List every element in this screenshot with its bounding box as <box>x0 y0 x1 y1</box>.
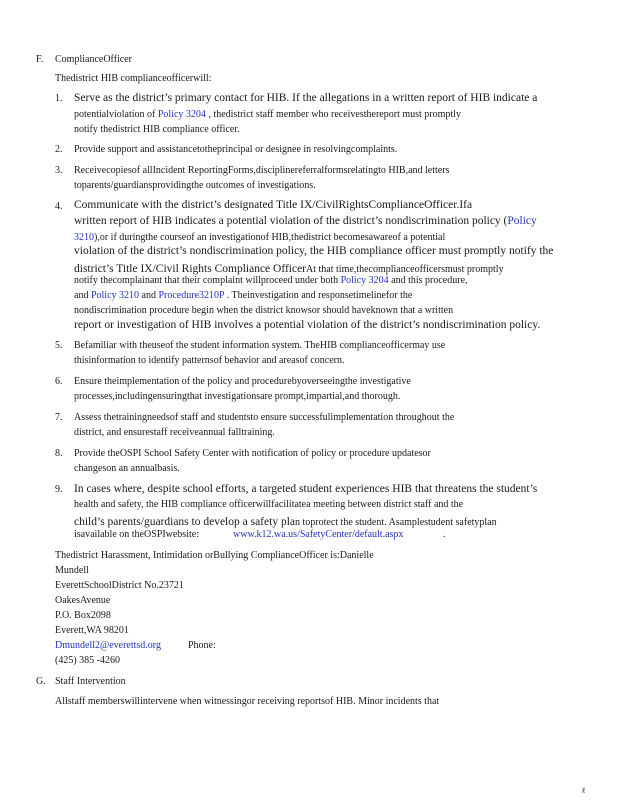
item-9-period: . <box>443 529 446 540</box>
item-number: 3. <box>55 165 63 176</box>
item-8-line-2: changeson an annualbasis. <box>74 463 180 474</box>
item-9-text-b: n toprotect the student. Asamplestudent safetyplan <box>295 517 497 528</box>
policy-3204-link[interactable]: Policy 3204 <box>340 275 389 286</box>
contact-po-box: P.O. Box2098 <box>55 610 111 621</box>
item-4-line-9: report or investigation of HIB involves a potential violation of the district’s nondiscrimination policy. <box>74 319 541 331</box>
contact-email-link[interactable]: Dmundell2@everettsd.org <box>55 640 161 651</box>
item-1-text-b: , thedistrict staff member who receivesthereport must promptly <box>208 109 461 120</box>
item-5-line-2: thisinformation to identify patternsof behavior and areasof concern. <box>74 355 345 366</box>
section-letter-g: G. <box>36 676 46 687</box>
section-g-line-1: Allstaff memberswillintervene when witnessingor receiving reportsof HIB. Minor incidents that <box>55 696 440 707</box>
contact-phone-label: Phone: <box>188 640 216 651</box>
policy-3210-link[interactable]: 3210 <box>74 232 94 243</box>
item-6-line-2: processes,includingensuringthat investigationsare prompt,impartial,and thorough. <box>74 391 401 402</box>
contact-intro: Thedistrict Harassment, Intimidation orBullying ComplianceOfficer is:Danielle <box>55 550 374 561</box>
item-4-text-i: . Theinvestigation and responsetimelinefor the <box>226 290 413 301</box>
contact-district: EverettSchoolDistrict No.23721 <box>55 580 184 591</box>
item-4-text-d: At that time,thecomplianceofficersmust promptly <box>306 264 504 275</box>
item-1-text-a: potentialviolation of <box>74 109 156 120</box>
item-1-line-2 <box>74 110 461 120</box>
item-4-line-2 <box>74 216 537 228</box>
contact-phone: (425) 385 -4260 <box>55 655 120 666</box>
contact-city: Everett,WA 98201 <box>55 625 129 636</box>
item-7-line-2: district, and ensurestaff receiveannual falltraining. <box>74 427 275 438</box>
section-heading-g: Staff Intervention <box>55 676 126 687</box>
item-9-text-a: child’s parents/guardians to develop a safety pla <box>74 516 295 528</box>
item-number: 4. <box>55 201 63 212</box>
item-4-line-4: violation of the district’s nondiscrimination policy, the HIB compliance officer must promptly notify the <box>74 245 554 257</box>
item-4-line-1: Communicate with the district’s designated Title IX/CivilRightsComplianceOfficer.Ifa <box>74 199 473 211</box>
item-4-text-g: and <box>74 290 89 301</box>
item-number: 1. <box>55 93 63 104</box>
item-9-line-2: health and safety, the HIB compliance officerwillfacilitatea meeting between district staff and the <box>74 499 464 510</box>
section-intro: Thedistrict HIB complianceofficerwill: <box>55 73 212 84</box>
item-8-line-1: Provide theOSPI School Safety Center with notification of policy or procedure updatesor <box>74 448 431 459</box>
item-number: 7. <box>55 412 63 423</box>
policy-3210-link[interactable]: Policy 3210 <box>90 290 140 301</box>
item-9-line-1: In cases where, despite school efforts, a targeted student experiences HIB that threatens the student’s <box>74 483 538 495</box>
item-9-link-line <box>233 530 403 540</box>
item-2-line-1: Provide support and assistancetotheprincipal or designee in resolvingcomplaints. <box>74 144 398 155</box>
item-1-line-3: notify thedistrict HIB compliance officer. <box>74 124 240 135</box>
item-number: 6. <box>55 376 63 387</box>
section-heading-f: ComplianceOfficer <box>55 54 133 65</box>
item-3-line-1: Receivecopiesof allIncident ReportingForms,disciplinereferralformsrelatingto HIB,and letters <box>74 165 450 176</box>
item-number: 8. <box>55 448 63 459</box>
item-4-text-c: district’s Title IX/Civil Rights Compliance Officer <box>74 263 307 275</box>
policy-3204-link[interactable]: Policy 3204 <box>157 109 206 120</box>
item-3-line-2: toparents/guardiansprovidingthe outcomes of investigations. <box>74 180 316 191</box>
item-4-line-8: nondiscrimination procedure begin when the district knowsor should haveknown that a written <box>74 305 454 316</box>
item-number: 2. <box>55 144 63 155</box>
section-letter-f: F. <box>36 54 44 65</box>
item-9-text-c: isavailable on theOSPIwebsite: <box>74 529 199 540</box>
contact-name: Mundell <box>55 565 89 576</box>
item-4-text-f: and this procedure, <box>391 275 468 286</box>
item-4-text-b: ),or if duringthe courseof an investigationof HIB,thedistrict becomesawareof a potential <box>94 232 446 243</box>
item-4-line-3 <box>74 233 445 243</box>
item-4-text-e: notify thecomplainant that their complaint willproceed under both <box>74 275 339 286</box>
item-9-line-3 <box>74 513 497 529</box>
page-number: 96 <box>582 786 585 795</box>
item-5-line-1: Befamiliar with theuseof the student information system. TheHIB complianceofficermay use <box>74 340 446 351</box>
item-4-line-6 <box>74 276 468 286</box>
item-7-line-1: Assess thetrainingneedsof staff and studentsto ensure successfulimplementation throughout the <box>74 412 455 423</box>
item-number: 5. <box>55 340 63 351</box>
contact-street: OakesAvenue <box>55 595 111 606</box>
item-4-line-5 <box>74 260 504 276</box>
item-4-text-h: and <box>141 290 156 301</box>
item-4-line-7 <box>74 291 412 301</box>
item-6-line-1: Ensure theimplementation of the policy and procedurebyoverseeingthe investigative <box>74 376 411 387</box>
safety-center-link[interactable]: www.k12.wa.us/SafetyCenter/default.aspx <box>233 529 404 540</box>
item-number: 9. <box>55 484 63 495</box>
item-9-line-4 <box>74 530 199 540</box>
item-4-text-a: written report of HIB indicates a potential violation of the district’s nondiscrimination policy ( <box>74 215 508 227</box>
procedure-3210p-link[interactable]: Procedure3210P <box>158 290 225 301</box>
policy-link[interactable]: Policy <box>507 215 537 227</box>
item-1-line-1: Serve as the district’s primary contact for HIB. If the allegations in a written report of HIB indicate a <box>74 92 538 104</box>
